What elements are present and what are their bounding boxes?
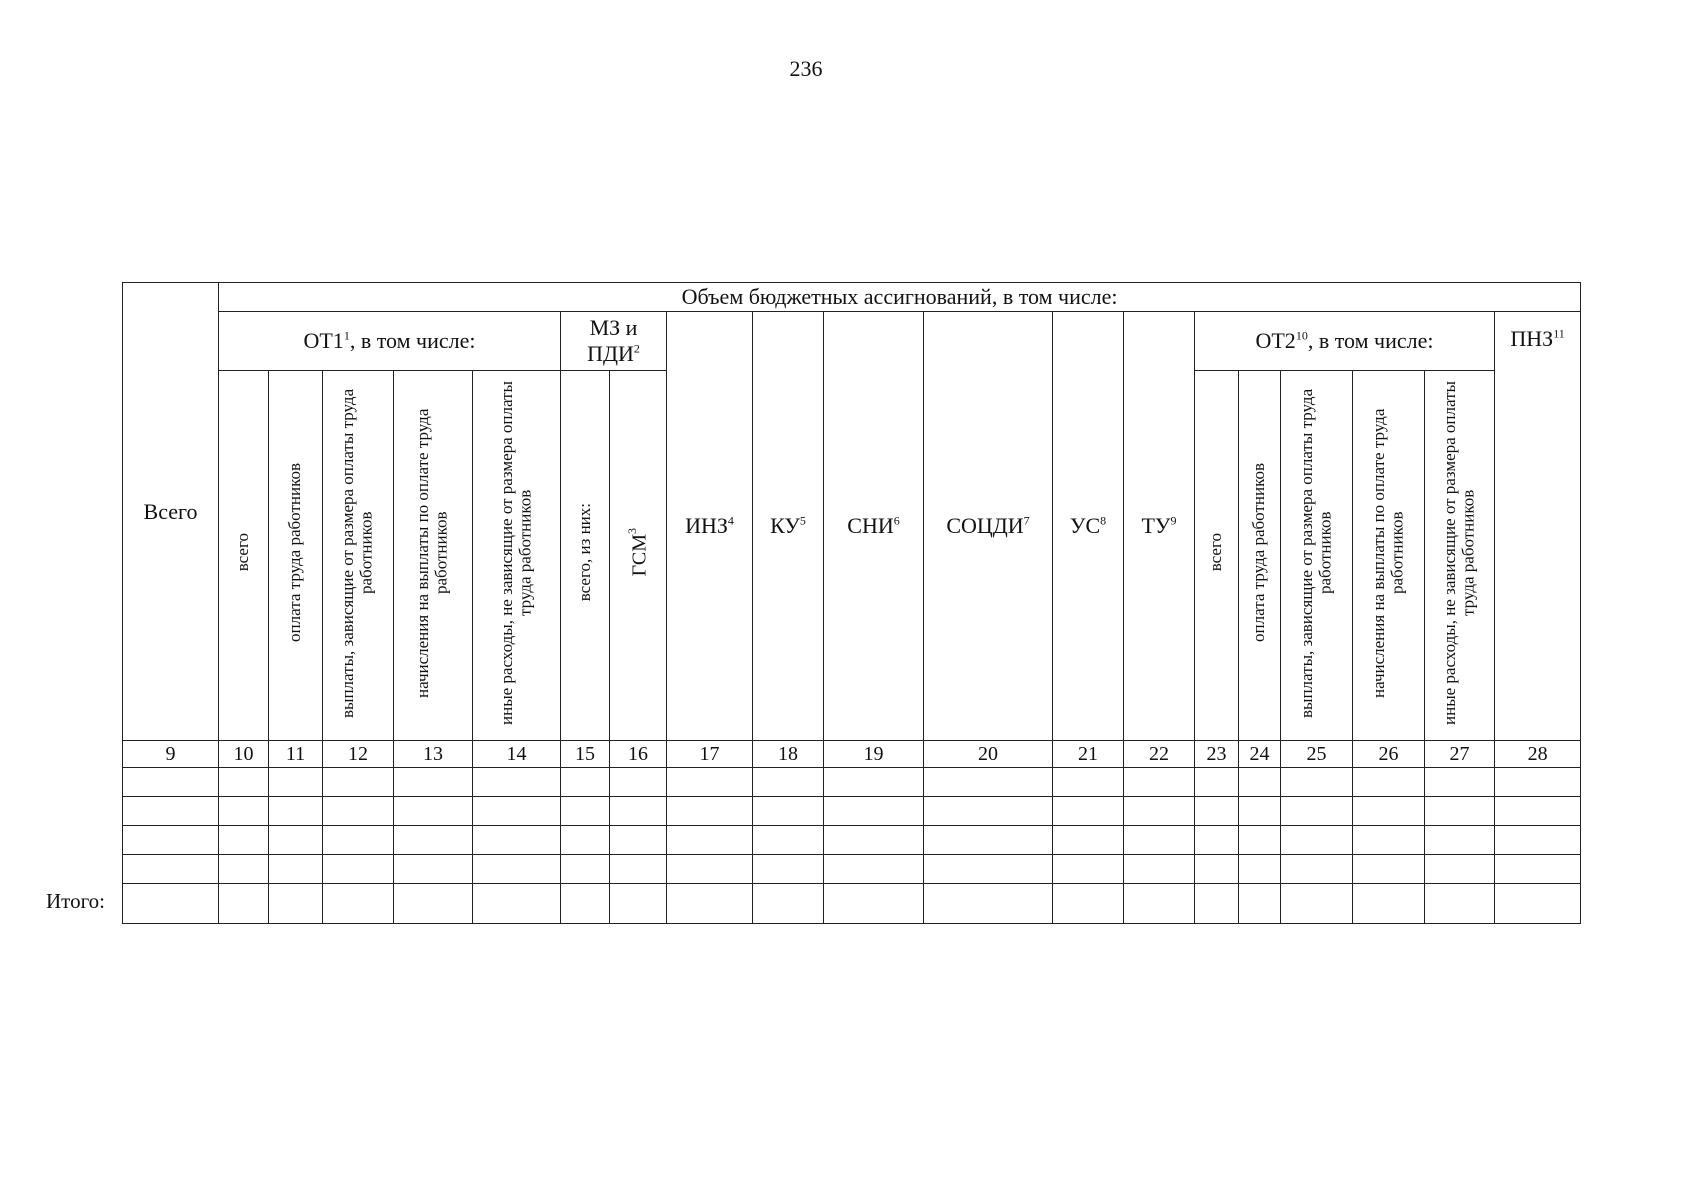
page-number: 236: [789, 56, 823, 81]
header-ot1-other: иные расходы, не зависящие от размера оплаты труда работников: [473, 371, 561, 741]
column-number: 28: [1495, 741, 1581, 768]
header-ot2-accruals: начисления на выплаты по оплате труда работников: [1353, 371, 1425, 741]
header-mz-group: МЗ и ПДИ$^2$: [561, 312, 667, 371]
header-ot2-other: иные расходы, не зависящие от размера оплаты труда работников: [1425, 371, 1495, 741]
empty-row: [123, 797, 1581, 826]
empty-row: [123, 855, 1581, 884]
header-ot2-all: всего: [1195, 371, 1239, 741]
column-number: 24: [1239, 741, 1281, 768]
header-pnz: ПНЗ$^{11}$: [1495, 312, 1581, 741]
header-ot1-dependent-payments: выплаты, зависящие от размера оплаты труда работников: [323, 371, 394, 741]
column-number: 20: [924, 741, 1053, 768]
column-number: 23: [1195, 741, 1239, 768]
column-number: 12: [323, 741, 394, 768]
budget-table: [122, 282, 1581, 924]
column-number: 19: [824, 741, 924, 768]
header-sotsdi: СОЦДИ$^7$: [924, 312, 1053, 741]
empty-row: [123, 826, 1581, 855]
header-ot2-dependent-payments: выплаты, зависящие от размера оплаты труда работников: [1281, 371, 1353, 741]
column-number: 17: [667, 741, 753, 768]
header-tu: $ТУ^9$: [1124, 312, 1195, 741]
header-total: Всего: [123, 283, 219, 741]
header-gsm: ГСМ$^3$: [610, 371, 667, 741]
column-number: 18: [753, 741, 824, 768]
header-sni: СНИ$^6$: [824, 312, 924, 741]
column-number: 14: [473, 741, 561, 768]
column-number: 9: [123, 741, 219, 768]
header-ot2-wages: оплата труда работников: [1239, 371, 1281, 741]
column-number: 11: [269, 741, 323, 768]
empty-row: [123, 768, 1581, 797]
total-row: [123, 884, 1581, 924]
header-ot1-accruals: начисления на выплаты по оплате труда работников: [394, 371, 473, 741]
header-ot1-group: $ОТ1^1$, в том числе:: [219, 312, 561, 371]
header-mz-all: всего, из них:: [561, 371, 610, 741]
header-budget-group: Объем бюджетных ассигнований, в том числе:: [219, 283, 1581, 312]
column-number: 26: [1353, 741, 1425, 768]
column-number: 21: [1053, 741, 1124, 768]
header-ot1-all: всего: [219, 371, 269, 741]
column-number: 22: [1124, 741, 1195, 768]
total-label: Итого:: [46, 889, 105, 913]
header-inz: ИНЗ$^4$: [667, 312, 753, 741]
header-ku: $КУ^5$: [753, 312, 824, 741]
column-number-row: [123, 741, 1581, 768]
header-us: $УС^8$: [1053, 312, 1124, 741]
column-number: 15: [561, 741, 610, 768]
header-ot2-group: $ОТ2^{10}$, в том числе:: [1195, 312, 1495, 371]
column-number: 13: [394, 741, 473, 768]
column-number: 10: [219, 741, 269, 768]
header-ot1-wages: оплата труда работников: [269, 371, 323, 741]
column-number: 27: [1425, 741, 1495, 768]
column-number: 16: [610, 741, 667, 768]
column-number: 25: [1281, 741, 1353, 768]
